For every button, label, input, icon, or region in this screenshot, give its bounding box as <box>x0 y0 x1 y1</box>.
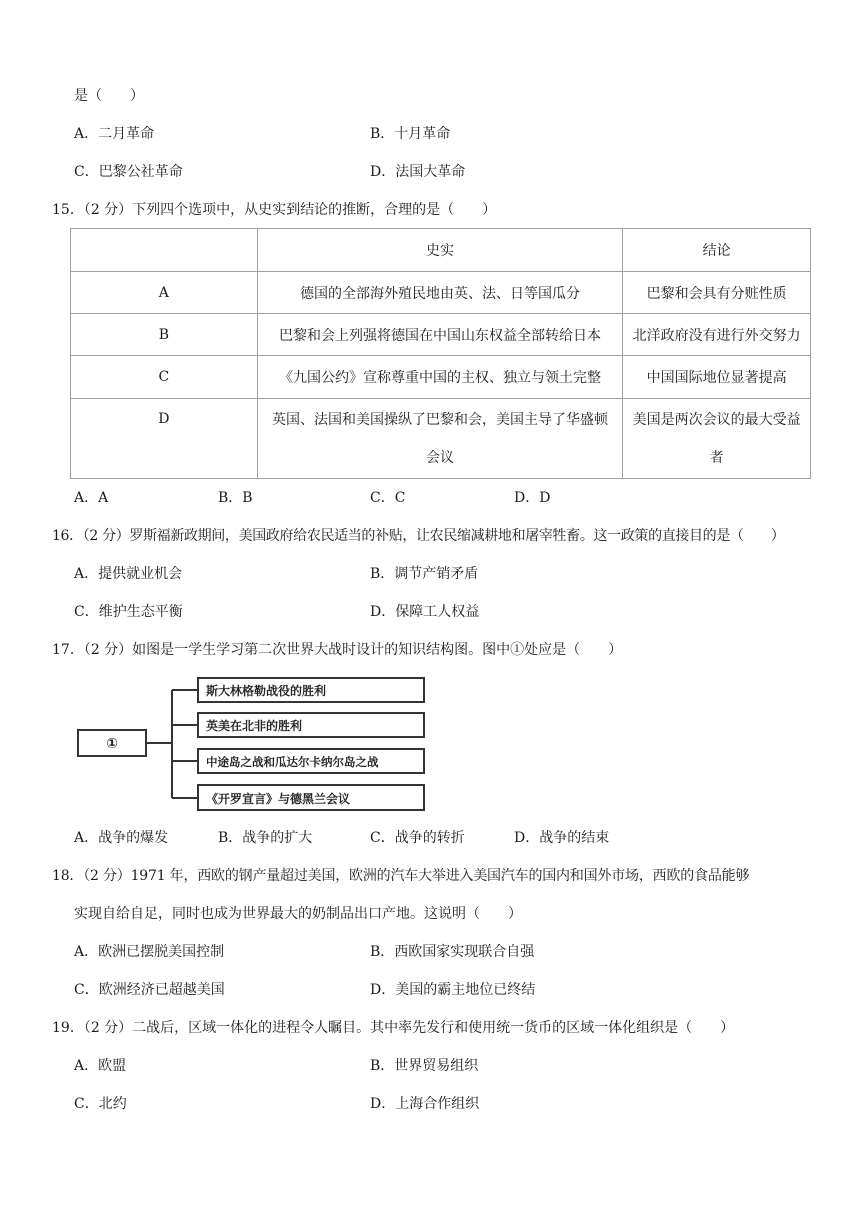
q16-stem: 16．（2 分）罗斯福新政期间，美国政府给农民适当的补贴，让农民缩减耕地和屠宰牲畜。这一政策的直接目的是（ ） <box>52 528 785 544</box>
row-label: C <box>71 356 258 399</box>
table-row <box>71 356 811 399</box>
q16-option-d: D．保障工人权益 <box>370 604 480 620</box>
row-conclusion-line: 美国是两次会议的最大受益 <box>632 411 801 428</box>
diagram-item: 中途岛之战和瓜达尔卡纳尔岛之战 <box>206 755 379 769</box>
table-header-row <box>71 229 811 272</box>
table-row <box>71 314 811 356</box>
table-header-cell: 史实 <box>257 229 623 272</box>
q18-stem-line-1: 18．（2 分）1971 年，西欧的钢产量超过美国，欧洲的汽车大举进入美国汽车的国内和国外市场，西欧的食品能够 <box>52 868 750 884</box>
row-fact <box>257 399 623 479</box>
diagram-item: 《开罗宣言》与德黑兰会议 <box>206 792 351 806</box>
q17-option-c: C．战争的转折 <box>370 830 465 846</box>
q15-stem: 15．（2 分）下列四个选项中，从史实到结论的推断，合理的是（ ） <box>52 202 497 218</box>
row-conclusion: 北洋政府没有进行外交努力 <box>623 314 811 356</box>
row-conclusion: 中国国际地位显著提高 <box>623 356 811 399</box>
q14-option-d: D．法国大革命 <box>370 164 466 180</box>
q15-option-a: A．A <box>74 490 109 506</box>
table-header-cell: 结论 <box>623 229 811 272</box>
row-fact-line: 英国、法国和美国操纵了巴黎和会，美国主导了华盛顿 <box>271 411 608 428</box>
root-label: ① <box>106 736 118 752</box>
q15-option-c: C．C <box>370 490 406 506</box>
knowledge-structure-diagram <box>76 674 428 814</box>
q16-option-a: A．提供就业机会 <box>74 566 183 582</box>
q17-stem: 17．（2 分）如图是一学生学习第二次世界大战时设计的知识结构图。图中①处应是（ ） <box>52 642 623 658</box>
q16-option-b: B．调节产销矛盾 <box>370 566 479 582</box>
q17-option-a: A．战争的爆发 <box>74 830 169 846</box>
row-label: B <box>71 314 258 356</box>
row-fact: 德国的全部海外殖民地由英、法、日等国瓜分 <box>257 272 623 314</box>
q19-option-c: C．北约 <box>74 1096 127 1112</box>
row-conclusion-line: 者 <box>709 449 724 466</box>
q15-option-b: B．B <box>218 490 253 506</box>
q19-stem: 19．（2 分）二战后，区域一体化的进程令人瞩目。其中率先发行和使用统一货币的区域一体化组织是（ ） <box>52 1020 735 1036</box>
q16-option-c: C．维护生态平衡 <box>74 604 183 620</box>
diagram-item: 英美在北非的胜利 <box>206 719 303 733</box>
q18-option-d: D．美国的霸主地位已终结 <box>370 982 536 998</box>
q14-option-b: B．十月革命 <box>370 126 451 142</box>
q18-stem-line-2: 实现自给自足，同时也成为世界最大的奶制品出口产地。这说明（ ） <box>74 906 522 922</box>
row-conclusion <box>623 399 811 479</box>
q15-table <box>70 228 811 479</box>
row-label: A <box>71 272 258 314</box>
q14-stem-tail: 是（ ） <box>74 88 144 104</box>
q18-option-c: C．欧洲经济已超越美国 <box>74 982 225 998</box>
q18-option-a: A．欧洲已摆脱美国控制 <box>74 944 225 960</box>
diagram-item: 斯大林格勒战役的胜利 <box>206 684 327 698</box>
q14-option-c: C．巴黎公社革命 <box>74 164 183 180</box>
row-fact: 《九国公约》宣称尊重中国的主权、独立与领土完整 <box>257 356 623 399</box>
table-header-cell <box>71 229 258 272</box>
row-fact-line: 会议 <box>425 449 454 466</box>
row-conclusion: 巴黎和会具有分赃性质 <box>623 272 811 314</box>
q19-option-d: D．上海合作组织 <box>370 1096 480 1112</box>
q14-option-a: A．二月革命 <box>74 126 155 142</box>
q19-option-a: A．欧盟 <box>74 1058 127 1074</box>
row-fact: 巴黎和会上列强将德国在中国山东权益全部转给日本 <box>257 314 623 356</box>
table-row <box>71 272 811 314</box>
row-label: D <box>71 399 258 479</box>
q17-option-b: B．战争的扩大 <box>218 830 313 846</box>
q18-option-b: B．西欧国家实现联合自强 <box>370 944 535 960</box>
q19-option-b: B．世界贸易组织 <box>370 1058 479 1074</box>
table-row <box>71 399 811 479</box>
q15-option-d: D．D <box>514 490 551 506</box>
q17-option-d: D．战争的结束 <box>514 830 610 846</box>
